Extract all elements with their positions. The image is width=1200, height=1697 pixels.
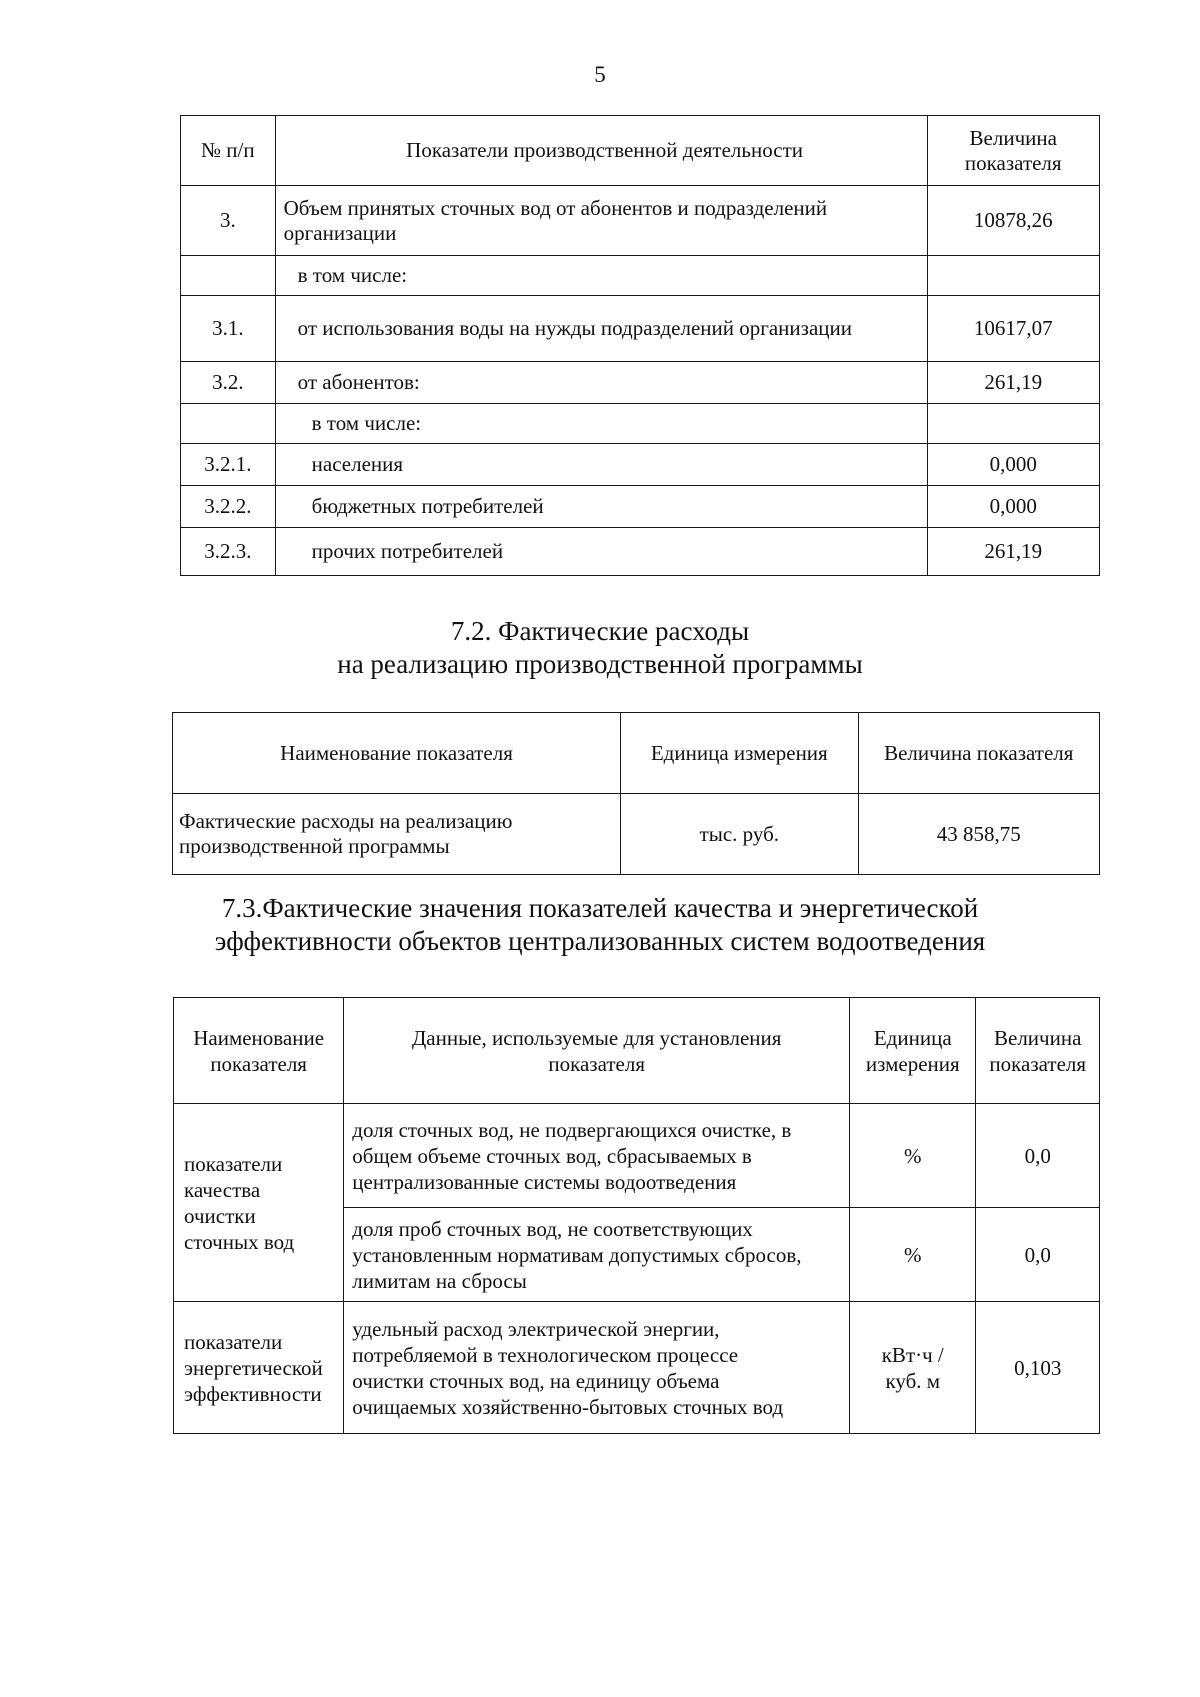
row-unit: тыс. руб. (621, 794, 858, 875)
row-value: 0,0 (976, 1104, 1100, 1208)
section-title-line: 7.3.Фактические значения показателей качества и энергетической (221, 893, 979, 923)
header-number: № п/п (181, 116, 276, 186)
row-number: 3.2. (181, 362, 276, 404)
table-row (181, 486, 1100, 528)
header-data: Данные, используемые для установления показателя (344, 998, 850, 1104)
header-indicator: Показатели производственной деятельности (275, 116, 927, 186)
section-title-line: эффективности объектов централизованных систем водоотведения (214, 926, 986, 956)
row-value: 261,19 (927, 362, 1100, 404)
group-name: показатели энергетической эффективности (174, 1302, 344, 1434)
row-number (181, 404, 276, 444)
row-number: 3.1. (181, 296, 276, 362)
row-unit: % (850, 1208, 976, 1302)
row-unit: % (850, 1104, 976, 1208)
row-value: 0,0 (976, 1208, 1100, 1302)
production-indicators-table (180, 115, 1100, 576)
group-name: показатели качества очистки сточных вод (174, 1104, 344, 1302)
row-name: Объем принятых сточных вод от абонентов и подразделений организации (275, 186, 927, 256)
table-row (174, 1302, 1100, 1434)
header-unit: Единица измерения (621, 713, 858, 794)
row-data: доля сточных вод, не подвергающихся очистке, в общем объеме сточных вод, сбрасываемых в централизованные системы водоотведения (344, 1104, 850, 1208)
header-value: Величина показателя (976, 998, 1100, 1104)
row-value: 0,000 (927, 444, 1100, 486)
quality-efficiency-table (173, 997, 1100, 1434)
section-7-2-title (0, 615, 1200, 681)
row-value: 261,19 (927, 528, 1100, 576)
header-name: Наименование показателя (174, 998, 344, 1104)
row-name: прочих потребителей (275, 528, 927, 576)
table-row (181, 186, 1100, 256)
header-value: Величина показателя (927, 116, 1100, 186)
header-unit: Единица измерения (850, 998, 976, 1104)
row-value: 43 858,75 (858, 794, 1099, 875)
section-7-3-title (0, 892, 1200, 958)
row-name: бюджетных потребителей (275, 486, 927, 528)
row-name: населения (275, 444, 927, 486)
table-row (173, 794, 1100, 875)
table-header-row (174, 998, 1100, 1104)
table-row (181, 404, 1100, 444)
row-name: Фактические расходы на реализацию производственной программы (173, 794, 621, 875)
row-unit: кВт·ч / куб. м (850, 1302, 976, 1434)
section-title-line: на реализацию производственной программы (337, 649, 863, 679)
header-name: Наименование показателя (173, 713, 621, 794)
table-row (181, 444, 1100, 486)
table-header-row (181, 116, 1100, 186)
row-value: 0,103 (976, 1302, 1100, 1434)
table-row (181, 362, 1100, 404)
row-number: 3. (181, 186, 276, 256)
row-number: 3.2.1. (181, 444, 276, 486)
section-title-line: 7.2. Фактические расходы (450, 616, 750, 646)
row-number: 3.2.2. (181, 486, 276, 528)
table-row (181, 528, 1100, 576)
row-name: от абонентов: (275, 362, 927, 404)
table-row (181, 296, 1100, 362)
header-value: Величина показателя (858, 713, 1099, 794)
row-number (181, 256, 276, 296)
row-value (927, 256, 1100, 296)
table-row (181, 256, 1100, 296)
row-data: доля проб сточных вод, не соответствующих установленным нормативам допустимых сбросов, лимитам на сбросы (344, 1208, 850, 1302)
row-value: 10878,26 (927, 186, 1100, 256)
row-data: удельный расход электрической энергии, потребляемой в технологическом процессе очистки сточных вод, на единицу объема очищаемых хозяйственно-бытовых сточных вод (344, 1302, 850, 1434)
actual-expenses-table (172, 712, 1100, 875)
row-value: 0,000 (927, 486, 1100, 528)
row-name: в том числе: (275, 404, 927, 444)
row-value: 10617,07 (927, 296, 1100, 362)
row-value (927, 404, 1100, 444)
row-name: в том числе: (275, 256, 927, 296)
table-header-row (173, 713, 1100, 794)
table-row (174, 1104, 1100, 1208)
row-name: от использования воды на нужды подразделений организации (275, 296, 927, 362)
page-number: 5 (594, 62, 606, 87)
row-number: 3.2.3. (181, 528, 276, 576)
